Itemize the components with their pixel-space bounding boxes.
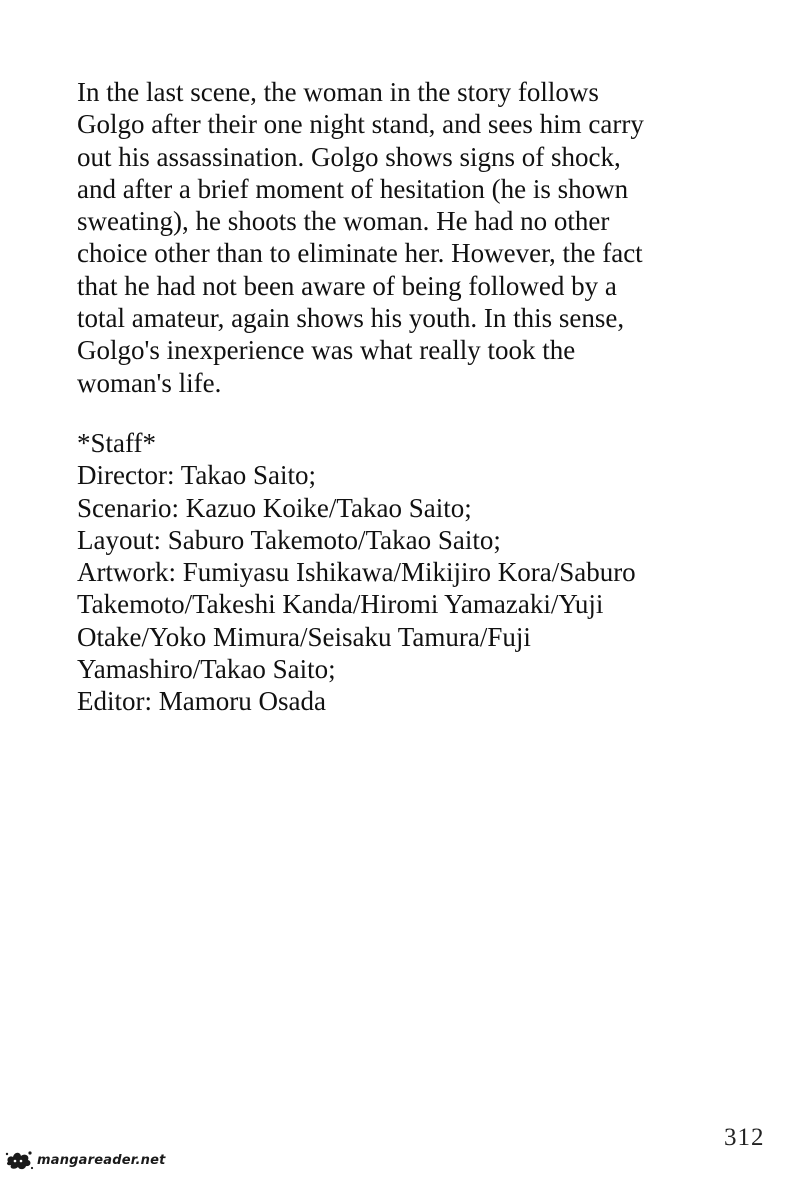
paragraph-line: Golgo after their one night stand, and sees him carry xyxy=(77,109,644,140)
paragraph-line: choice other than to eliminate her. However, the fact xyxy=(77,238,643,269)
watermark-text: mangareader.net xyxy=(37,1152,166,1168)
staff-line: Director: Takao Saito; xyxy=(77,460,317,491)
paragraph-line: sweating), he shoots the woman. He had no other xyxy=(77,206,610,237)
staff-line: Editor: Mamoru Osada xyxy=(77,686,326,717)
staff-line: Layout: Saburo Takemoto/Takao Saito; xyxy=(77,524,501,555)
paragraph-line: that he had not been aware of being followed by a xyxy=(77,270,617,301)
paragraph-line: In the last scene, the woman in the story follows xyxy=(77,77,599,107)
watermark xyxy=(4,1148,166,1172)
paragraph-line: and after a brief moment of hesitation (he is shown xyxy=(77,173,629,204)
staff-line: Artwork: Fumiyasu Ishikawa/Mikijiro Kora/Saburo xyxy=(77,557,636,588)
story-paragraph xyxy=(77,76,737,399)
staff-line: Otake/Yoko Mimura/Seisaku Tamura/Fuji xyxy=(77,621,531,652)
staff-line: Yamashiro/Takao Saito; xyxy=(77,654,336,685)
page-number: 312 xyxy=(724,1124,765,1151)
paragraph-line: out his assassination. Golgo shows signs of shock, xyxy=(77,141,621,172)
staff-line: Scenario: Kazuo Koike/Takao Saito; xyxy=(77,492,472,523)
staff-line: Takemoto/Takeshi Kanda/Hiromi Yamazaki/Yuji xyxy=(77,589,604,620)
paragraph-line: Golgo's inexperience was what really took the xyxy=(77,335,576,366)
paragraph-line: total amateur, again shows his youth. In this sense, xyxy=(77,303,625,334)
splatter-logo-icon xyxy=(4,1148,34,1172)
staff-heading: *Staff* xyxy=(77,428,156,458)
staff-credits xyxy=(77,427,737,718)
paragraph-line: woman's life. xyxy=(77,367,222,398)
